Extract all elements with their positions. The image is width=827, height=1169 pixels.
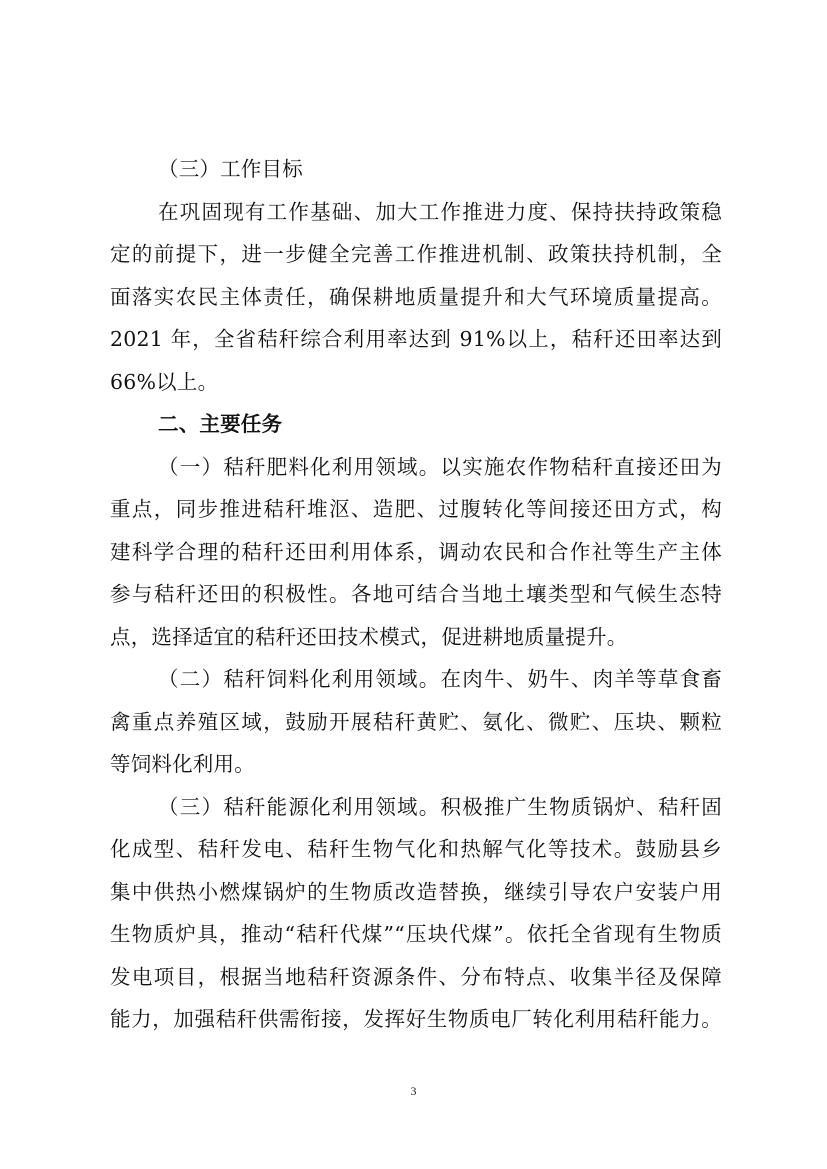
- paragraph-line: （二）秸秆饲料化利用领域。在肉牛、奶牛、肉羊等草食畜: [158, 667, 722, 691]
- paragraph-line: 化成型、秸秆发电、秸秆生物气化和热解气化等技术。鼓励县乡: [110, 837, 722, 861]
- page-number: 3: [410, 1084, 417, 1098]
- paragraph-line: 在巩固现有工作基础、加大工作推进力度、保持扶持政策稳: [158, 199, 722, 224]
- paragraph-line: 点，选择适宜的秸秆还田技术模式，促进耕地质量提升。: [110, 624, 628, 649]
- paragraph-line: 定的前提下，进一步健全完善工作推进机制、政策扶持机制，全: [110, 242, 722, 266]
- paragraph-line: 集中供热小燃煤锅炉的生物质改造替换，继续引导农户安装户用: [110, 879, 722, 904]
- paragraph-line: 重点，同步推进秸秆堆沤、造肥、过腹转化等间接还田方式，构: [110, 497, 722, 521]
- paragraph-line: 生物质炉具，推动“秸秆代煤”“压块代煤”。依托全省现有生物质: [110, 922, 722, 946]
- paragraph-line: 能力，加强秸秆供需衔接，发挥好生物质电厂转化利用秸秆能力。: [110, 1007, 722, 1031]
- task-item-feed: [110, 658, 722, 786]
- section-heading-main-tasks: 二、主要任务: [158, 412, 283, 436]
- paragraph-line: 建科学合理的秸秆还田利用体系，调动农民和合作社等生产主体: [110, 539, 722, 564]
- section-heading-work-goals: （三）工作目标: [158, 157, 303, 181]
- paragraph-line: 禽重点养殖区域，鼓励开展秸秆黄贮、氨化、微贮、压块、颗粒: [110, 709, 722, 734]
- paragraph-line: 参与秸秆还田的积极性。各地可结合当地土壤类型和气候生态特: [110, 582, 722, 606]
- section-work-goals: [110, 148, 722, 403]
- paragraph-line: 66%以上。: [110, 369, 219, 394]
- task-item-energy: [110, 786, 722, 1041]
- paragraph-line: 面落实农民主体责任，确保耕地质量提升和大气环境质量提高。: [110, 284, 722, 309]
- paragraph-line: （三）秸秆能源化利用领域。积极推广生物质锅炉、秸秆固: [158, 794, 722, 819]
- section-main-tasks: [110, 403, 722, 1041]
- paragraph-line: （一）秸秆肥料化利用领域。以实施农作物秸秆直接还田为: [158, 454, 722, 479]
- document-page: [110, 148, 722, 1041]
- task-item-fertilizer: [110, 446, 722, 659]
- paragraph-line: 2021 年，全省秸秆综合利用率达到 91%以上，秸秆还田率达到: [110, 327, 722, 351]
- paragraph-line: 等饲料化利用。: [110, 752, 255, 776]
- paragraph-line: 发电项目，根据当地秸秆资源条件、分布特点、收集半径及保障: [110, 964, 722, 989]
